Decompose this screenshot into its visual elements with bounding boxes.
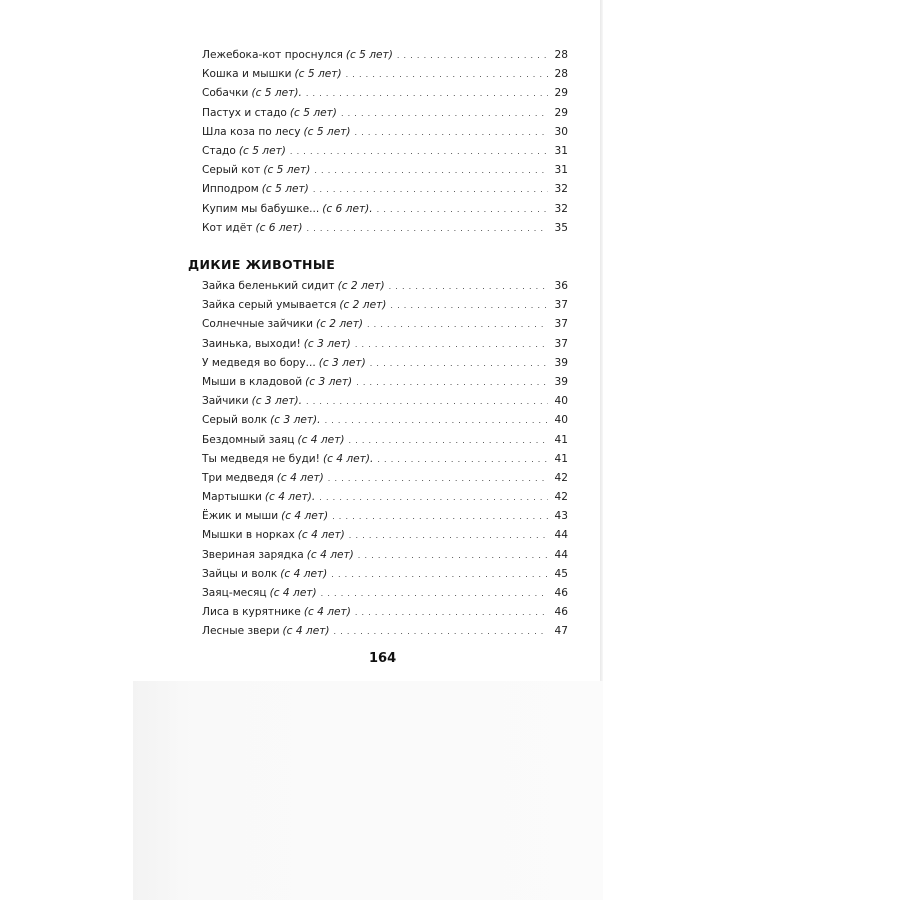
toc-entry	[202, 450, 568, 469]
dot-leader	[397, 46, 548, 65]
toc-entry-page-number: 46	[554, 606, 568, 619]
toc-entry	[202, 335, 568, 354]
toc-entry	[202, 431, 568, 450]
dot-leader	[331, 565, 548, 584]
page-edge-shadow	[600, 0, 603, 681]
toc-entry	[202, 526, 568, 545]
toc-entry	[202, 180, 568, 199]
toc-entry-age: (с 5 лет)	[303, 125, 351, 138]
dot-leader	[390, 296, 548, 315]
dot-leader	[346, 65, 548, 84]
toc-entry-age: (с 4 лет).	[264, 491, 316, 504]
toc-entry-age: (с 3 лет)	[303, 337, 351, 350]
toc-entry-age: (с 4 лет)	[297, 529, 345, 542]
dot-leader	[306, 392, 548, 411]
toc-entry-page-number: 37	[554, 337, 568, 350]
toc-entry	[202, 200, 568, 219]
toc-entry-title: Заяц-месяц	[202, 587, 267, 599]
toc-entry-page-number: 40	[554, 414, 568, 427]
dot-leader	[325, 411, 548, 430]
dot-leader	[349, 526, 548, 545]
toc-entry	[202, 354, 568, 373]
toc-entry-page-number: 36	[554, 280, 568, 292]
toc-entry-title: Мартышки	[202, 491, 262, 504]
dot-leader	[356, 373, 548, 392]
dot-leader	[341, 104, 548, 123]
toc-entry-page-number: 42	[554, 471, 568, 484]
toc-entry-title: У медведя во бору...	[202, 356, 316, 369]
toc-entry-title: Зайчики	[202, 395, 249, 408]
toc-entry	[202, 296, 568, 315]
toc-entry-title: Заинька, выходи!	[202, 337, 301, 350]
toc-entry-title: Лиса в курятнике	[202, 606, 301, 619]
toc-entry-age: (с 4 лет)	[269, 587, 317, 599]
toc-list-wild-animals	[202, 277, 568, 642]
toc-entry-page-number: 43	[554, 510, 568, 523]
toc-entry	[202, 315, 568, 334]
toc-entry-page-number: 30	[554, 125, 568, 138]
dot-leader	[355, 123, 548, 142]
toc-entry-page-number: 29	[554, 106, 568, 119]
toc-entry-title: Лесные звери	[202, 625, 280, 638]
toc-entry-title: Лежебока-кот проснулся	[202, 49, 343, 61]
toc-entry	[202, 123, 568, 142]
toc-entry-age: (с 5 лет).	[251, 87, 302, 100]
toc-entry-age: (с 5 лет)	[261, 183, 309, 196]
toc-entry-title: Солнечные зайчики	[202, 318, 313, 331]
dot-leader	[314, 161, 548, 180]
toc-entry	[202, 411, 568, 430]
dot-leader	[377, 450, 548, 469]
toc-entry-title: Кот идёт	[202, 221, 253, 234]
dot-leader	[349, 431, 549, 450]
toc-entry-age: (с 4 лет)	[281, 510, 329, 523]
toc-entry	[202, 622, 568, 641]
toc-entry-title: Купим мы бабушке...	[202, 202, 320, 215]
toc-entry-page-number: 32	[554, 183, 568, 196]
toc-entry-age: (с 5 лет)	[345, 49, 393, 61]
toc-entry-page-number: 37	[554, 299, 568, 312]
toc-entry-title: Серый волк	[202, 414, 268, 427]
toc-entry-page-number: 37	[554, 318, 568, 331]
toc-entry-age: (с 4 лет)	[303, 606, 351, 619]
toc-entry	[202, 219, 568, 238]
toc-entry	[202, 469, 568, 488]
toc-entry-age: (с 5 лет)	[294, 68, 342, 81]
toc-entry-age: (с 3 лет).	[251, 395, 303, 408]
dot-leader	[377, 200, 548, 219]
toc-entry-title: Стадо	[202, 144, 236, 157]
toc-entry-page-number: 39	[554, 375, 568, 388]
toc-entry-age: (с 5 лет)	[289, 106, 337, 119]
toc-entry-age: (с 5 лет)	[263, 164, 311, 177]
dot-leader	[328, 469, 548, 488]
dot-leader	[306, 84, 548, 103]
dot-leader	[321, 584, 548, 603]
toc-entry-age: (с 2 лет)	[339, 299, 387, 312]
toc-entry-title: Бездомный заяц	[202, 433, 295, 446]
toc-entry-page-number: 45	[554, 567, 568, 580]
dot-leader	[367, 315, 548, 334]
toc-entry-page-number: 46	[554, 587, 568, 599]
toc-entry	[202, 373, 568, 392]
toc-entry-title: Мыши в кладовой	[202, 375, 303, 388]
dot-leader	[313, 180, 548, 199]
toc-entry-page-number: 47	[554, 625, 568, 638]
toc-entry	[202, 65, 568, 84]
dot-leader	[358, 546, 548, 565]
dot-leader	[334, 622, 548, 641]
toc-entry-age: (с 4 лет)	[297, 433, 345, 446]
toc-entry-age: (с 4 лет)	[280, 567, 328, 580]
toc-entry-age: (с 3 лет)	[318, 356, 366, 369]
toc-entry-title: Мышки в норках	[202, 529, 295, 542]
toc-entry-page-number: 41	[554, 452, 568, 465]
toc-entry	[202, 603, 568, 622]
toc-entry-title: Ипподром	[202, 183, 259, 196]
toc-entry-title: Серый кот	[202, 164, 261, 177]
toc-entry-page-number: 31	[554, 164, 568, 177]
toc-entry	[202, 565, 568, 584]
toc-entry-page-number: 40	[554, 395, 568, 408]
toc-entry	[202, 161, 568, 180]
toc-entry-age: (с 2 лет)	[315, 318, 363, 331]
toc-entry-title: Пастух и стадо	[202, 106, 287, 119]
toc-entry-age: (с 4 лет)	[282, 625, 330, 638]
toc-entry-page-number: 39	[554, 356, 568, 369]
toc-entry-title: Зайка серый умывается	[202, 299, 337, 312]
toc-list-domestic	[202, 46, 568, 238]
toc-entry	[202, 546, 568, 565]
toc-entry	[202, 277, 568, 296]
toc-entry-title: Кошка и мышки	[202, 68, 292, 81]
toc-entry-title: Звериная зарядка	[202, 548, 304, 561]
dot-leader	[389, 277, 548, 296]
toc-entry-page-number: 41	[554, 433, 568, 446]
toc-entry	[202, 46, 568, 65]
toc-entry-page-number: 32	[554, 202, 568, 215]
toc-entry	[202, 507, 568, 526]
section-heading-wild-animals: ДИКИЕ ЖИВОТНЫЕ	[188, 257, 336, 272]
toc-entry	[202, 584, 568, 603]
toc-entry-title: Собачки	[202, 87, 249, 100]
dot-leader	[306, 219, 548, 238]
toc-entry-age: (с 6 лет)	[255, 221, 303, 234]
toc-entry-title: Три медведя	[202, 471, 274, 484]
toc-entry	[202, 104, 568, 123]
toc-entry	[202, 488, 568, 507]
toc-entry-title: Ты медведя не буди!	[202, 452, 320, 465]
toc-entry-page-number: 31	[554, 144, 568, 157]
toc-entry-page-number: 42	[554, 491, 568, 504]
toc-entry-page-number: 35	[554, 221, 568, 234]
toc-entry-page-number: 28	[554, 49, 568, 61]
toc-entry-title: Ёжик и мыши	[202, 510, 279, 523]
toc-entry	[202, 392, 568, 411]
toc-entry-age: (с 2 лет)	[337, 280, 385, 292]
toc-entry-page-number: 44	[554, 529, 568, 542]
dot-leader	[332, 507, 548, 526]
toc-entry-age: (с 3 лет).	[270, 414, 321, 427]
toc-entry-age: (с 5 лет)	[238, 144, 286, 157]
toc-entry-title: Шла коза по лесу	[202, 125, 301, 138]
toc-entry-age: (с 3 лет)	[305, 375, 353, 388]
toc-entry	[202, 84, 568, 103]
toc-entry-page-number: 28	[554, 68, 568, 81]
dot-leader	[290, 142, 548, 161]
toc-entry-page-number: 44	[554, 548, 568, 561]
toc-entry-title: Зайка беленький сидит	[202, 280, 335, 292]
toc-entry-age: (с 6 лет).	[322, 202, 373, 215]
dot-leader	[319, 488, 548, 507]
toc-entry-page-number: 29	[554, 87, 568, 100]
dot-leader	[355, 603, 548, 622]
toc-entry	[202, 142, 568, 161]
page-number: 164	[369, 651, 397, 666]
dot-leader	[370, 354, 548, 373]
toc-entry-age: (с 4 лет)	[306, 548, 354, 561]
toc-entry-age: (с 4 лет).	[322, 452, 374, 465]
toc-entry-title: Зайцы и волк	[202, 567, 278, 580]
toc-entry-age: (с 4 лет)	[276, 471, 324, 484]
dot-leader	[355, 335, 548, 354]
